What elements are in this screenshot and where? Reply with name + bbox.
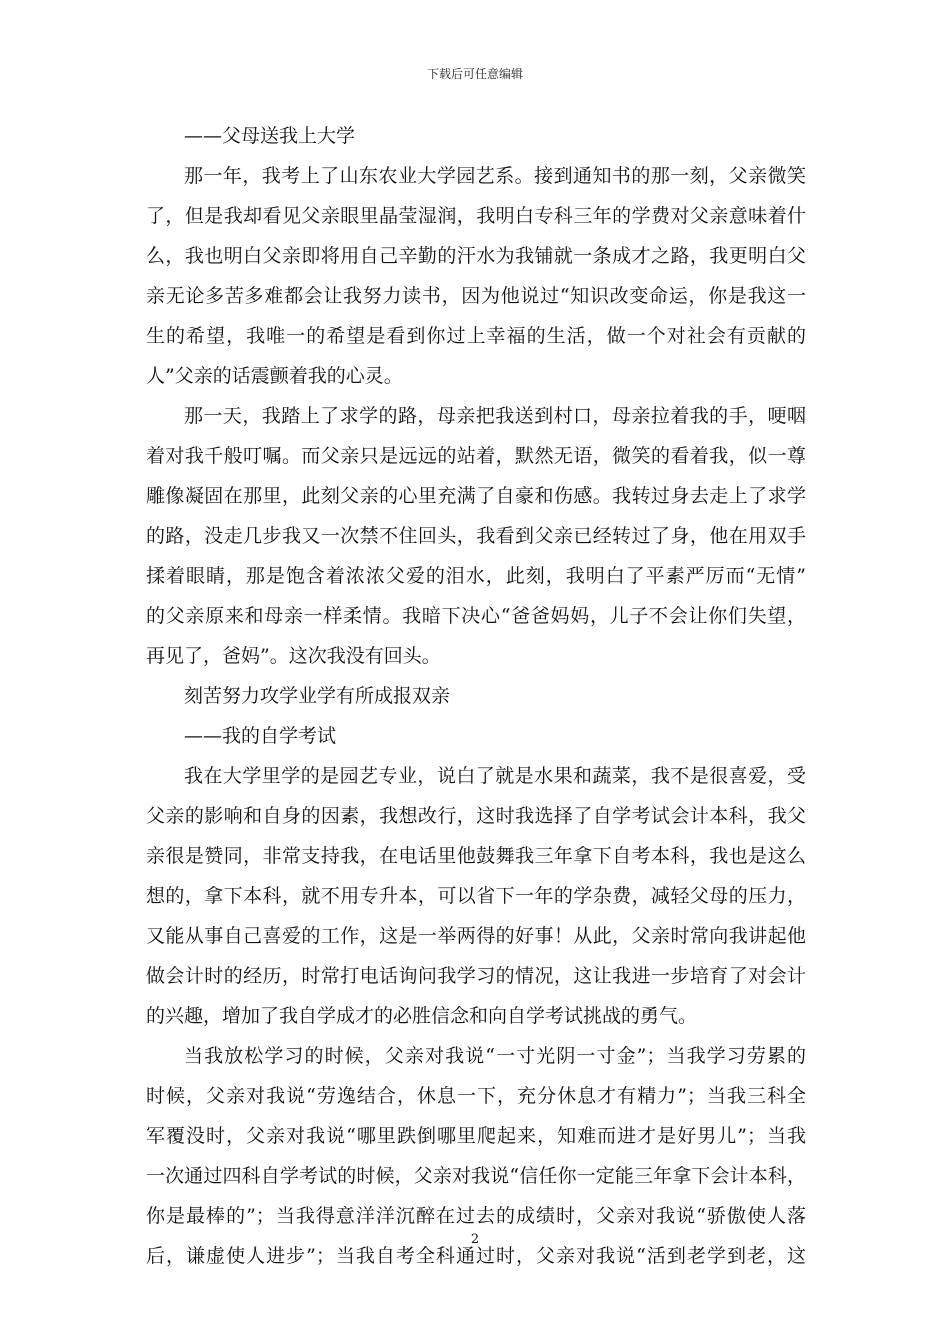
text-line: ——我的自学考试 (184, 725, 337, 747)
text-line: 刻苦努力攻学业学有所成报双亲 (184, 685, 451, 707)
text-line: 的路，没走几步我又一次禁不住回头，我看到父亲已经转过了身，他在用双手 (146, 525, 806, 547)
text-line: 那一年，我考上了山东农业大学园艺系。接到通知书的那一刻，父亲微笑 (184, 165, 806, 187)
text-line: 亲很是赞同，非常支持我，在电话里他鼓舞我三年拿下自考本科，我也是这么 (146, 845, 806, 867)
text-line: 亲无论多苦多难都会让我努力读书，因为他说过“知识改变命运，你是我这一 (146, 285, 806, 307)
text-line: 的父亲原来和母亲一样柔情。我暗下决心“爸爸妈妈，儿子不会让你们失望， (146, 605, 806, 627)
text-line: 你是最棒的”；当我得意洋洋沉醉在过去的成绩时，父亲对我说“骄傲使人落 (146, 1205, 806, 1227)
page-header: 下载后可任意编辑 (426, 67, 523, 81)
text-line: 一次通过四科自学考试的时候，父亲对我说“信任你一定能三年拿下会计本科， (146, 1165, 806, 1187)
text-line: 么，我也明白父亲即将用自己辛勤的汗水为我铺就一条成才之路，我更明白父 (146, 245, 806, 267)
text-line: 我在大学里学的是园艺专业，说白了就是水果和蔬菜，我不是很喜爱，受 (184, 765, 806, 787)
text-line: 了，但是我却看见父亲眼里晶莹湿润，我明白专科三年的学费对父亲意味着什 (146, 205, 806, 227)
text-line: 生的希望，我唯一的希望是看到你过上幸福的生活，做一个对社会有贡献的 (146, 325, 806, 347)
text-line: 军覆没时，父亲对我说“哪里跌倒哪里爬起来，知难而进才是好男儿”；当我 (146, 1125, 806, 1147)
document-body (146, 116, 806, 1276)
text-line: 当我放松学习的时候，父亲对我说“一寸光阴一寸金”；当我学习劳累的 (184, 1045, 806, 1067)
text-line: 的兴趣，增加了我自学成才的必胜信念和向自学考试挑战的勇气。 (146, 1005, 698, 1027)
text-line: 那一天，我踏上了求学的路，母亲把我送到村口，母亲拉着我的手，哽咽 (184, 405, 806, 427)
text-line: 人”父亲的话震颤着我的心灵。 (146, 365, 403, 387)
text-line: 做会计时的经历，时常打电话询问我学习的情况，这让我进一步培育了对会计 (146, 965, 806, 987)
text-line: 又能从事自己喜爱的工作，这是一举两得的好事！从此，父亲时常向我讲起他 (146, 925, 806, 947)
text-line: 时候，父亲对我说“劳逸结合，休息一下，充分休息才有精力”；当我三科全 (146, 1085, 806, 1107)
text-line: 着对我千般叮嘱。而父亲只是远远的站着，默然无语，微笑的看着我，似一尊 (146, 445, 806, 467)
text-line: ——父母送我上大学 (184, 125, 356, 147)
text-line: 再见了，爸妈”。这次我没有回头。 (146, 645, 441, 667)
text-line: 揉着眼睛，那是饱含着浓浓父爱的泪水，此刻，我明白了平素严厉而“无情” (146, 565, 806, 587)
page-number: 2 (470, 1232, 480, 1247)
text-line: 想的，拿下本科，就不用专升本，可以省下一年的学杂费，减轻父母的压力， (146, 885, 806, 907)
text-line: 父亲的影响和自身的因素，我想改行，这时我选择了自学考试会计本科，我父 (146, 805, 806, 827)
text-line: 后，谦虚使人进步”；当我自考全科通过时，父亲对我说“活到老学到老，这 (146, 1245, 806, 1267)
text-line: 雕像凝固在那里，此刻父亲的心里充满了自豪和伤感。我转过身去走上了求学 (146, 485, 806, 507)
